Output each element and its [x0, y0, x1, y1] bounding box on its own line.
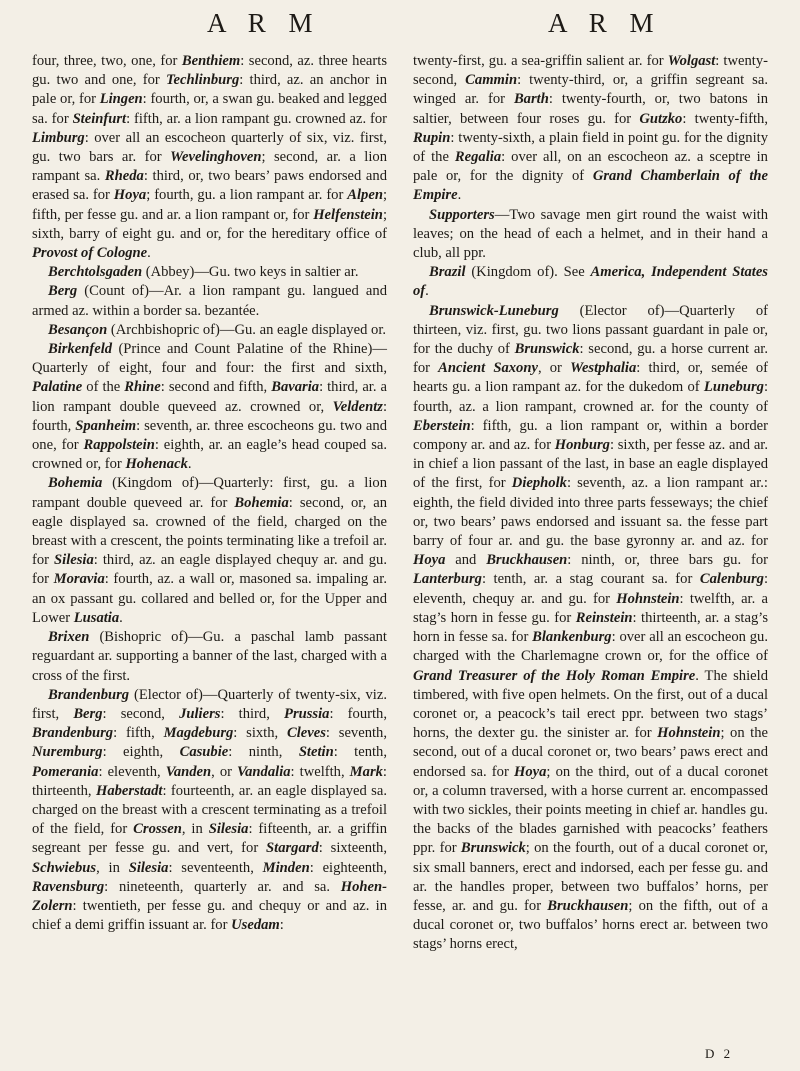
signature-mark: D 2 — [705, 1046, 734, 1061]
header-left: A R M — [207, 8, 321, 38]
entry-paragraph: Brunswick-Luneburg (Elector of)—Quarterly of thirteen, viz. first, gu. two lions passant guardant in pale or, for the duchy of Brunswick: second, gu. a horse current ar. for Ancient Saxony, or Westphalia: third, or, semée of hearts gu. a lion rampant az. for the dukedom of Luneburg: fourth, az. a lion rampant, crowned ar. for the county of Eberstein: fifth, gu. a lion rampant or, within a border compony ar. and az. for Honburg: sixth, per fesse az. and ar. in chief a lion passant of the last, in base an eagle displayed of the first, for Diepholk: seventh, az. a lion rampant ar.: eighth, the field divided into three parts fesseways; the chief or, two bears’ paws endorsed and issuant sa. the fesse part barry of four ar. and gu. the base gyronny ar. and az. for Hoya and Bruckhausen: ninth, or, three bars gu. for Lanterburg: tenth, ar. a stag courant sa. for Calenburg: eleventh, chequy ar. and gu. for Hohnstein: twelfth, ar. a stag’s horn in fesse gu. for Reinstein: thirteenth, ar. a stag’s horn in fesse sa. for Blankenburg: over all an escocheon gu. charged with the Charlemagne crown or, for the office of Grand Treasurer of the Holy Roman Empire. The shield timbered, with five open helmets. On the first, out of a ducal coronet or, a peacock’s tail erect ppr. between two stags’ horns, the dexter gu. the sinister ar. for Hohnstein; on the second, out of a ducal coronet or, two bears’ paws erect and endorsed sa. for Hoya; on the third, out of a ducal coronet or, a column traversed, with a horse current ar. encompassed with two sickles, their points meeting in chief ar. handles gu. the backs of the blades garnished with peacocks’ feathers ppr. for Brunswick; on the fourth, out of a ducal coronet or, six small banners, erect and indorsed, each per fesse gu. and ar. the handles proper, between two buffalos’ horns, per fesse, ar. and gu. for Bruckhausen; on the fifth, out of a ducal coronet or, two buffalos’ horns erect ar. between two stags’ horns erect, — [413, 302, 769, 953]
entry-paragraph: Brixen (Bishopric of)—Gu. a paschal lamb passant reguardant ar. supporting a banner of the last, charged with a cross of the first. — [32, 629, 387, 684]
entry-paragraph: Besançon (Archbishopric of)—Gu. an eagle displayed or. — [48, 321, 387, 338]
entry-paragraph: twenty-first, gu. a sea-griffin salient ar. for Wolgast: twenty-second, Cammin: twenty-third, or, a griffin segreant sa. winged ar. for Barth: twenty-fourth, or, two batons in saltier, between four roses gu. for Gutzko: twenty-fifth, Rupin: twenty-sixth, a plain field in point gu. for the dignity of the Regalia: over all, on an escocheon az. a sceptre in pale or, for the dignity of Grand Chamberlain of the Empire. — [413, 53, 769, 204]
entry-paragraph: Berchtolsgaden (Abbey)—Gu. two keys in saltier ar. — [48, 264, 359, 281]
entry-paragraph: Supporters—Two savage men girt round the waist with leaves; on the head of each a helmet, and in their hand a club, all ppr. — [413, 206, 768, 262]
entry-paragraph: four, three, two, one, for Benthiem: second, az. three hearts gu. two and one, for Techlinburg: third, az. an anchor in pale or, for Lingen: fourth, or, a swan gu. beaked and legged sa. for Steinfurt: fifth, ar. a lion rampant gu. crowned az. for Limburg: over all an escocheon quarterly of six, viz. first, gu. two bars ar. for Wevelinghoven; second, ar. a lion rampant sa. Rheda: third, or, two bears’ paws endorsed and erased sa. for Hoya; fourth, gu. a lion rampant ar. for Alpen; fifth, per fesse gu. and ar. a lion rampant or, for Helfenstein; sixth, barry of eight gu. and or, for the hereditary office of Provost of Cologne. — [32, 53, 388, 262]
header-right: A R M — [548, 8, 662, 38]
entry-paragraph: Berg (Count of)—Ar. a lion rampant gu. langued and armed az. within a border sa. bezantée. — [32, 283, 387, 319]
entry-paragraph: Bohemia (Kingdom of)—Quarterly: first, gu. a lion rampant double queveed ar. for Bohemia: second, or, an eagle displayed sa. crowned of the field, charged on the breast with a crescent, the points terminating like a trefoil ar. for Silesia: third, az. an eagle displayed chequy ar. and gu. for Moravia: fourth, az. a wall or, masoned sa. impaling ar. an ox passant gu. collared and belled or, for the Upper and Lower Lusatia. — [32, 475, 388, 626]
entry-paragraph: Brazil (Kingdom of). See America, Independent States of. — [413, 264, 768, 300]
right-column — [413, 52, 768, 955]
entry-paragraph: Birkenfeld (Prince and Count Palatine of the Rhine)—Quarterly of eight, four and four: the first and sixth, Palatine of the Rhine: second and fifth, Bavaria: third, ar. a lion rampant double queveed az. crowned or, Veldentz: fourth, Spanheim: seventh, ar. three escocheons gu. two and one, for Rappolstein: eighth, ar. an eagle’s head couped sa. crowned or, for Hohenack. — [32, 341, 387, 473]
running-header — [0, 8, 800, 48]
left-column — [32, 52, 387, 935]
entry-paragraph: Brandenburg (Elector of)—Quarterly of twenty-six, viz. first, Berg: second, Juliers: third, Prussia: fourth, Brandenburg: fifth, Magdeburg: sixth, Cleves: seventh, Nuremburg: eighth, Casubie: ninth, Stetin: tenth, Pomerania: eleventh, Vanden, or Vandalia: twelfth, Mark: thirteenth, Haberstadt: fourteenth, ar. an eagle displayed sa. charged on the breast with a crescent terminating as a trefoil of the field, for Crossen, in Silesia: fifteenth, ar. a griffin segreant per fesse gu. and vert, for Stargard: sixteenth, Schwiebus, in Silesia: seventeenth, Minden: eighteenth, Ravensburg: nineteenth, quarterly ar. and sa. Hohen-Zolern: twentieth, per fesse gu. and chequy or and az. in chief a demi griffin issuant ar. for Usedam: — [32, 686, 388, 934]
